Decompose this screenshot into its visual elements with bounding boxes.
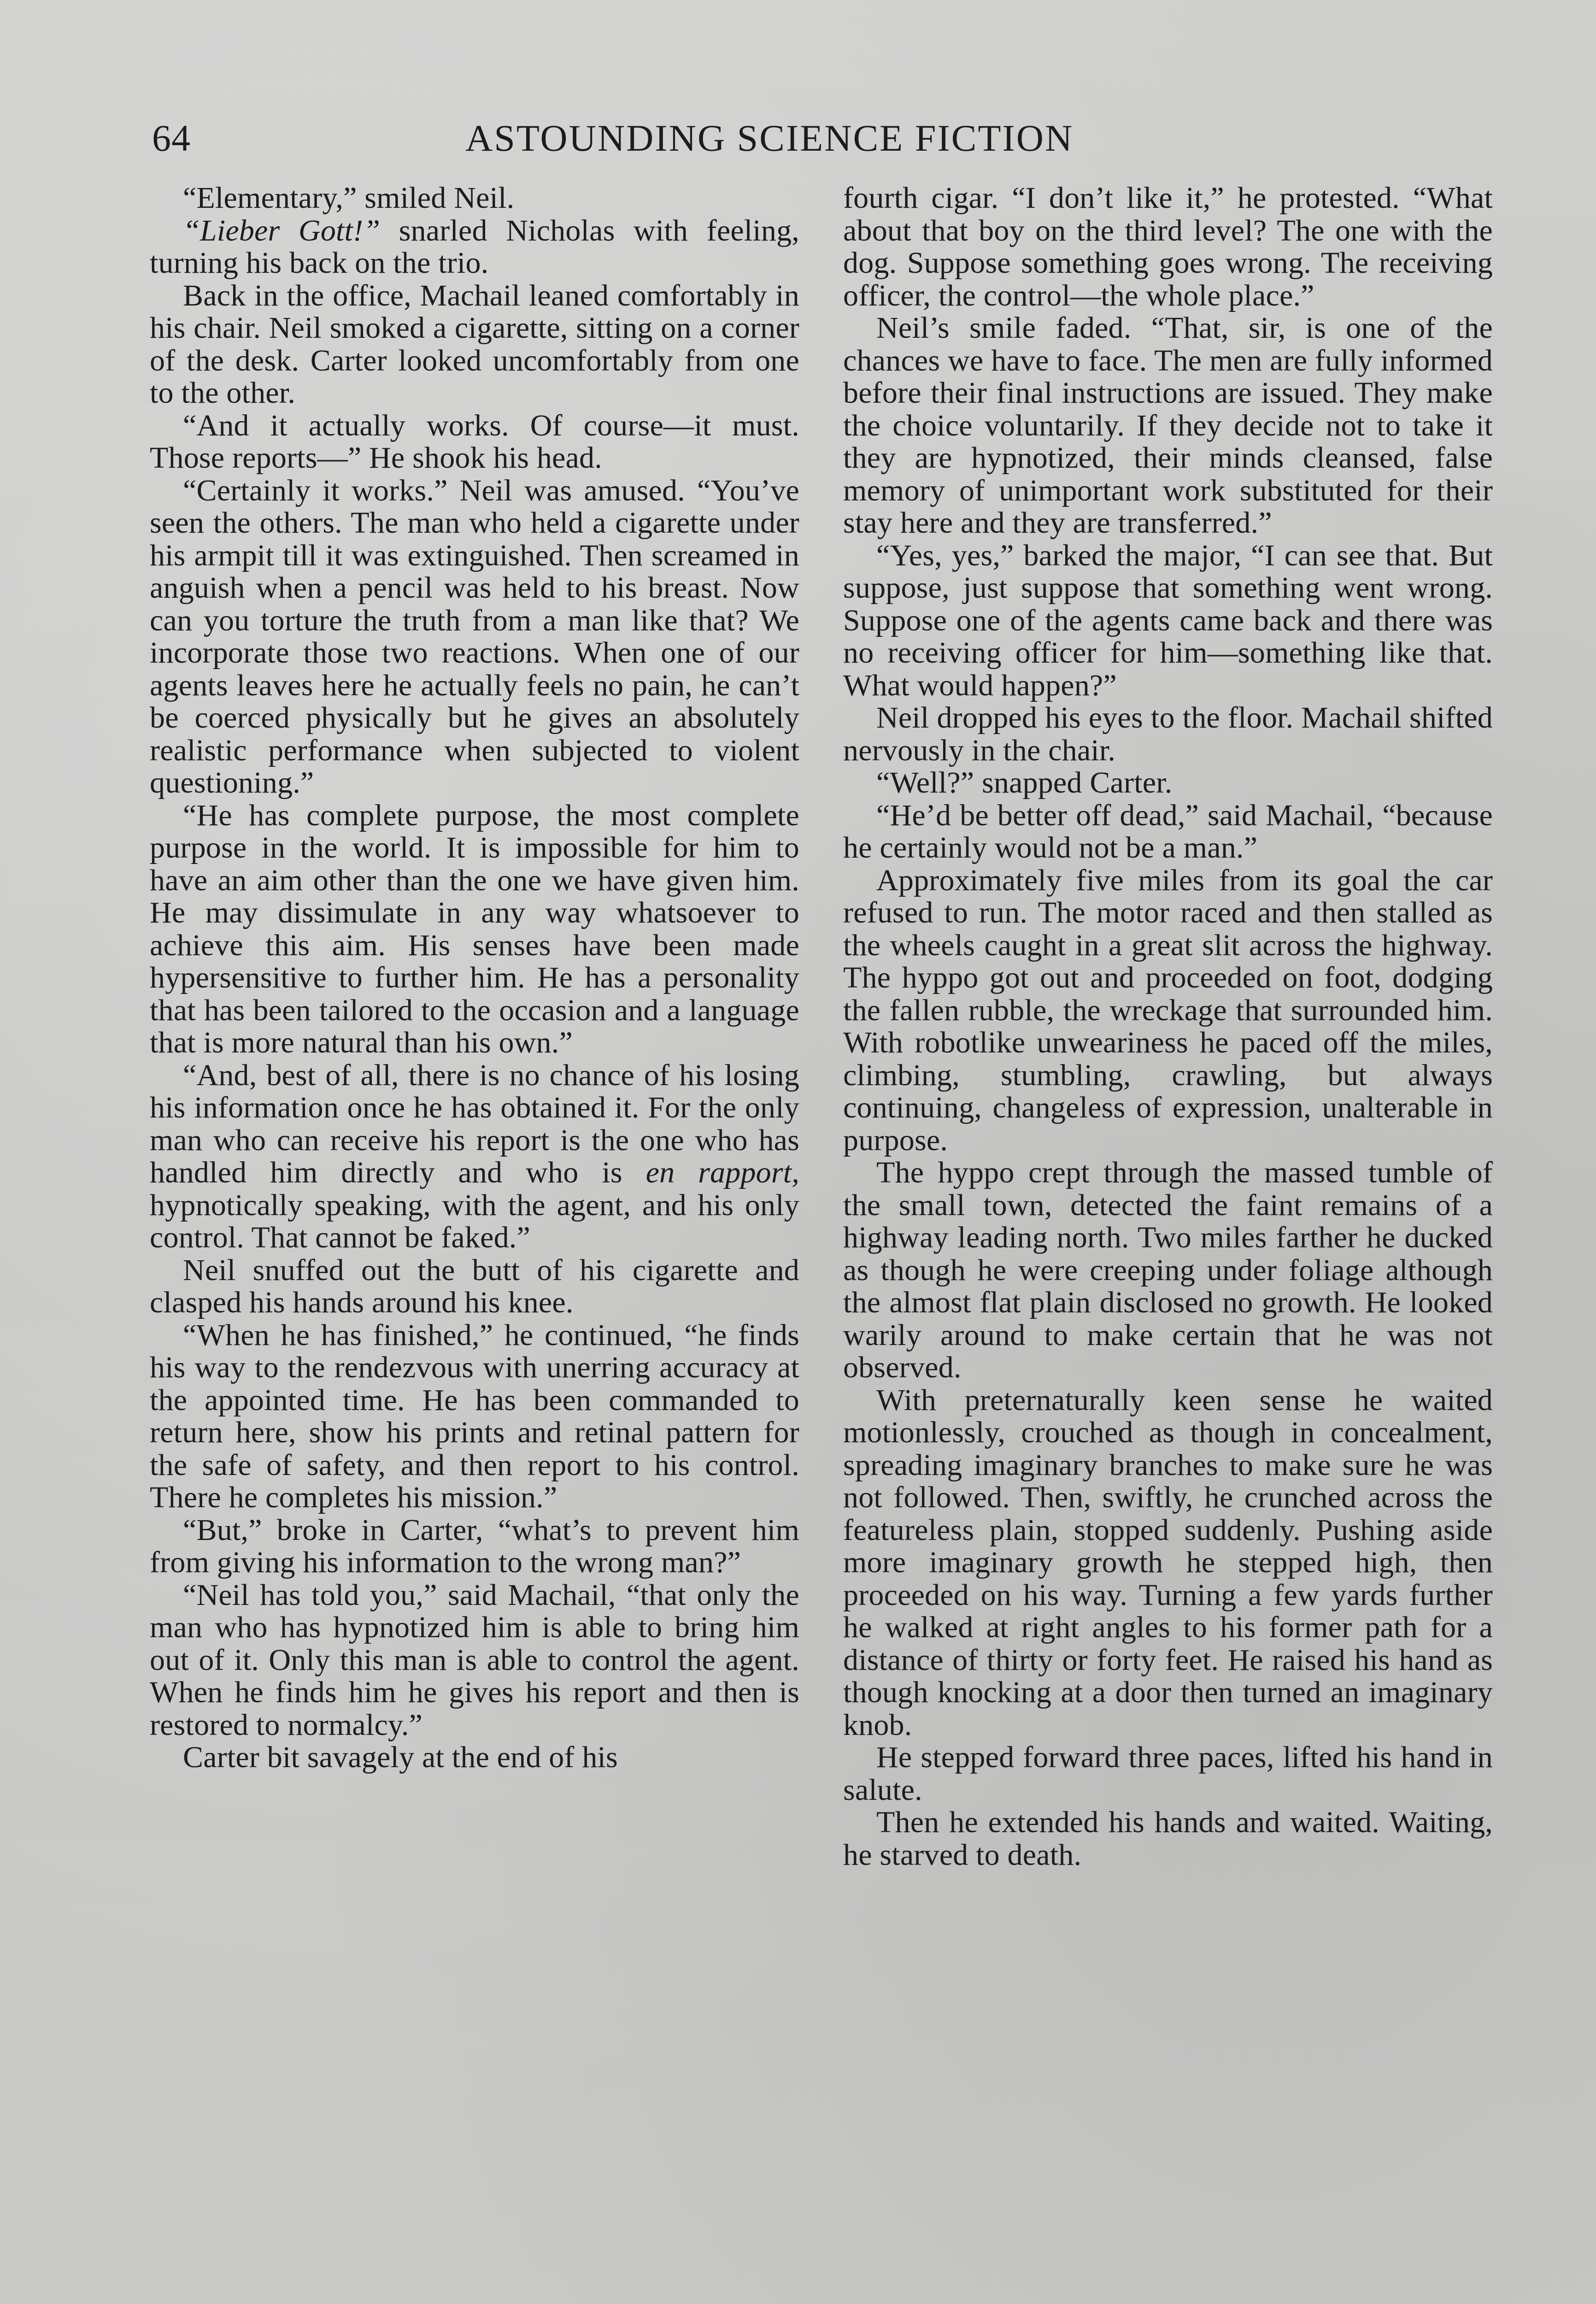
paragraph: [150, 1059, 799, 1254]
paragraph: Neil dropped his eyes to the floor. Machail shifted nervously in the chair.: [843, 701, 1493, 767]
paragraph: “But,” broke in Carter, “what’s to prevent him from giving his information to the wrong man?”: [150, 1513, 799, 1579]
paragraph: “Yes, yes,” barked the major, “I can see that. But suppose, just suppose that something went wrong. Suppose one of the agents came back and there was no receiving officer for him—something like that. What would happen?”: [843, 538, 1493, 702]
running-title: ASTOUNDING SCIENCE FICTION: [465, 117, 1074, 159]
paragraph: Back in the office, Machail leaned comfortably in his chair. Neil smoked a cigarette, sitting on a corner of the desk. Carter looked uncomfortably from one to the other.: [150, 278, 799, 410]
paragraph: Neil’s smile faded. “That, sir, is one of the chances we have to face. The men are fully informed before their final instructions are issued. They make the choice voluntarily. If they decide not to take it they are hypnotized, their minds cleansed, false memory of unimportant work substituted for their stay here and they are transferred.”: [843, 311, 1493, 540]
page-header: [152, 113, 1179, 164]
paragraph: fourth cigar. “I don’t like it,” he protested. “What about that boy on the third level? The one with the dog. Suppose something goes wrong. The receiving officer, the control—the whole place.”: [843, 181, 1493, 312]
paragraph: [150, 215, 799, 280]
paragraph: “He’d be better off dead,” said Machail, “because he certainly would not be a man.”: [843, 798, 1493, 864]
paragraph: Carter bit savagely at the end of his: [183, 1740, 618, 1774]
left-text-column: [150, 182, 799, 1774]
paragraph: “Neil has told you,” said Machail, “that only the man who has hypnotized him is able to bring him out of it. Only this man is able to control the agent. When he finds him he gives his report and then is restored to normalcy.”: [150, 1578, 799, 1742]
text-run: snarled Nicholas with feeling, turning his back on the trio.: [150, 213, 799, 280]
right-text-column: [843, 182, 1493, 1871]
paragraph: “Certainly it works.” Neil was amused. “You’ve seen the others. The man who held a cigarette under his armpit till it was extinguished. Then screamed in anguish when a pencil was held to his breast. Now can you torture the truth from a man like that? We incorporate those two reactions. When one of our agents leaves here he actually feels no pain, he can’t be coerced physically but he gives an absolutely realistic performance when subjected to violent questioning.”: [150, 473, 799, 799]
paragraph: The hyppo crept through the massed tumble of the small town, detected the faint remains of a highway leading north. Two miles farther he ducked as though he were creeping under foliage although the almost flat plain disclosed no growth. He looked warily around to make certain that he was not observed.: [843, 1156, 1493, 1384]
paragraph: Neil snuffed out the butt of his cigarette and clasped his hands around his knee.: [150, 1253, 799, 1319]
paragraph: “Well?” snapped Carter.: [876, 766, 1173, 799]
paragraph: “When he has finished,” he continued, “he finds his way to the rendezvous with unerring accuracy at the appointed time. He has been commanded to return here, show his prints and retinal pattern for the safe of safety, and then report to his control. There he completes his mission.”: [150, 1318, 799, 1514]
paragraph: He stepped forward three paces, lifted his hand in salute.: [843, 1740, 1493, 1807]
paragraph: “And it actually works. Of course—it must. Those reports—” He shook his head.: [150, 408, 799, 475]
text-run: “And, best of all, there is no chance of his losing his information once he has obtained it. For the only man who can receive his report is the one who has handled him directly and who is: [150, 1058, 799, 1189]
page-number: 64: [152, 117, 191, 159]
paragraph: “Elementary,” smiled Neil.: [183, 181, 515, 215]
italic-text: en rapport,: [645, 1156, 800, 1189]
paragraph: With preternaturally keen sense he waited motionlessly, crouched as though in concealment, spreading imaginary branches to make sure he was not followed. Then, swiftly, he crunched across the featureless plain, stopped suddenly. Pushing aside more imaginary growth he stepped high, then proceeded on his way. Turning a few yards further he walked at right angles to his former path for a distance of thirty or forty feet. He raised his hand as though knocking at a door then turned an imaginary knob.: [843, 1383, 1493, 1742]
italic-text: “Lieber Gott!”: [183, 213, 381, 247]
text-run: hypnotically speaking, with the agent, and his only control. That cannot be faked.”: [150, 1188, 799, 1254]
paragraph: Then he extended his hands and waited. Waiting, he starved to death.: [843, 1805, 1493, 1872]
paragraph: “He has complete purpose, the most complete purpose in the world. It is impossible for him to have an aim other than the one we have given him. He may dissimulate in any way whatsoever to achieve this aim. His senses have been made hypersensitive to further him. He has a personality that has been tailored to the occasion and a language that is more natural than his own.”: [150, 798, 799, 1059]
paragraph: Approximately five miles from its goal the car refused to run. The motor raced and then stalled as the wheels caught in a great slit across the highway. The hyppo got out and proceeded on foot, dodging the fallen rubble, the wreckage that surrounded him. With robotlike unweariness he paced off the miles, climbing, stumbling, crawling, but always continuing, changeless of expression, unalterable in purpose.: [843, 863, 1493, 1157]
